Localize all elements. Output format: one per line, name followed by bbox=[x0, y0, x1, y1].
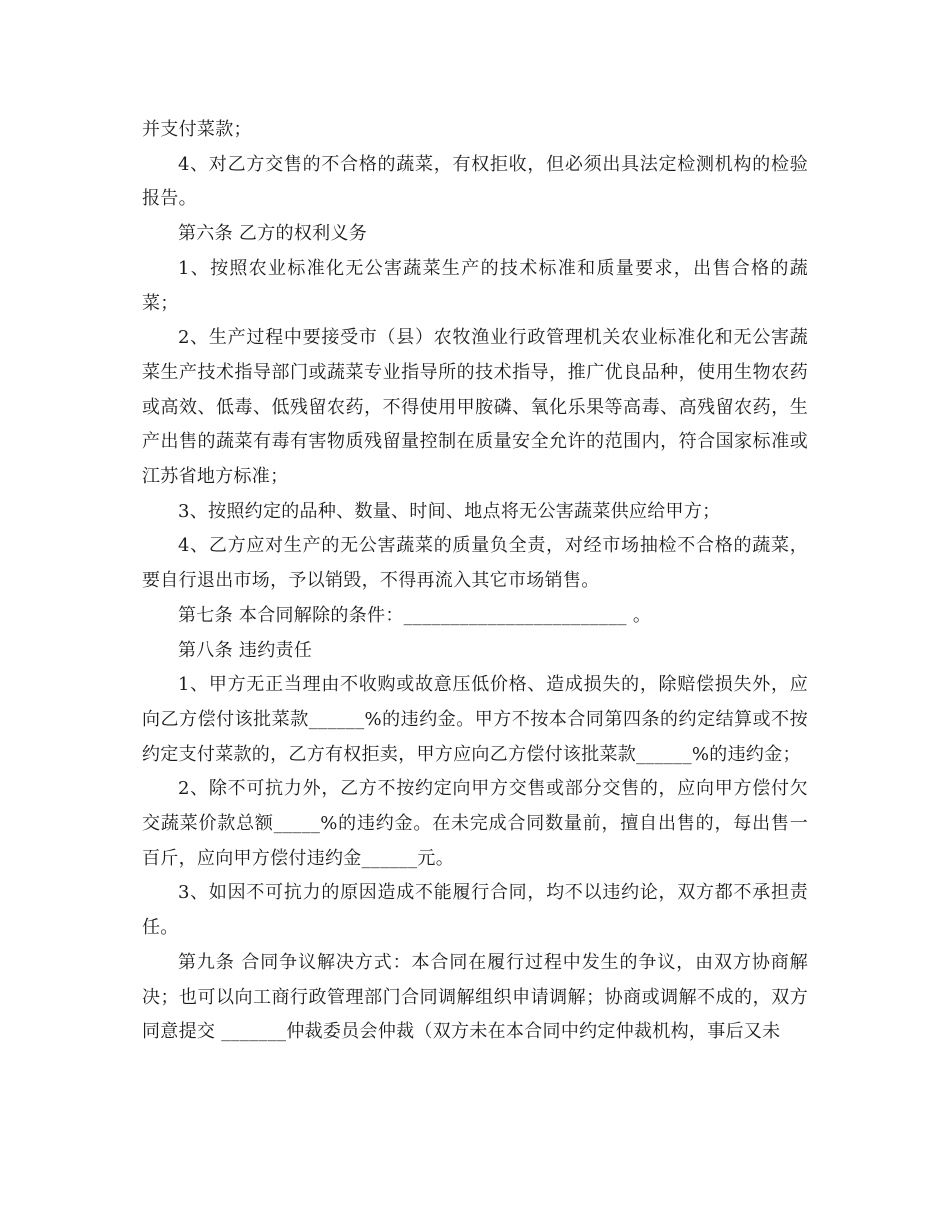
heading-article-7: 第七条 本合同解除的条件：________________________ 。 bbox=[178, 604, 652, 626]
heading-article-6: 第六条 乙方的权利义务 bbox=[178, 223, 368, 245]
paragraph-article-6-item-1: 1、按照农业标准化无公害蔬菜生产的技术标准和质量要求，出售合格的蔬菜； bbox=[142, 257, 808, 314]
paragraph-article-8-item-1: 1、甲方无正当理由不收购或故意压低价格、造成损失的，除赔偿损失外，应向乙方偿付该批菜款______%的违约金。甲方不按本合同第四条的约定结算或不按约定支付菜款的，乙方有权拒卖，甲方应向乙方偿付该批菜款______%的违约金； bbox=[142, 674, 808, 765]
paragraph-article-8-item-2: 2、除不可抗力外，乙方不按约定向甲方交售或部分交售的，应向甲方偿付欠交蔬菜价款总额_____%的违约金。在未完成合同数量前，擅自出售的，每出售一百斤，应向甲方偿付违约金______元。 bbox=[142, 778, 808, 869]
paragraph-article-8-item-3: 3、如因不可抗力的原因造成不能履行合同，均不以违约论，双方都不承担责任。 bbox=[142, 882, 808, 939]
paragraph-article-6-item-4: 4、乙方应对生产的无公害蔬菜的质量负全责，对经市场抽检不合格的蔬菜，要自行退出市场，予以销毁，不得再流入其它市场销售。 bbox=[142, 535, 808, 592]
paragraph-payment-continuation: 并支付菜款； bbox=[142, 119, 252, 140]
paragraph-party-a-reject-right: 4、对乙方交售的不合格的蔬菜，有权拒收，但必须出具法定检测机构的检验报告。 bbox=[142, 153, 808, 210]
paragraph-article-9: 第九条 合同争议解决方式：本合同在履行过程中发生的争议，由双方协商解决；也可以向工商行政管理部门合同调解组织申请调解；协商或调解不成的，双方同意提交 _______仲裁委员会仲裁（双方未在本合同中约定仲裁机构，事后又未 bbox=[142, 951, 808, 1043]
paragraph-article-6-item-3: 3、按照约定的品种、数量、时间、地点将无公害蔬菜供应给甲方； bbox=[178, 500, 721, 522]
contract-body bbox=[142, 113, 808, 1050]
paragraph-article-6-item-2: 2、生产过程中要接受市（县）农牧渔业行政管理机关农业标准化和无公害蔬菜生产技术指导部门或蔬菜专业指导所的技术指导，推广优良品种，使用生物农药或高效、低毒、低残留农药，不得使用甲胺磷、氧化乐果等高毒、高残留农药，生产出售的蔬菜有毒有害物质残留量控制在质量安全允许的范围内，符合国家标准或江苏省地方标准； bbox=[142, 327, 808, 488]
heading-article-8: 第八条 违约责任 bbox=[178, 639, 313, 661]
